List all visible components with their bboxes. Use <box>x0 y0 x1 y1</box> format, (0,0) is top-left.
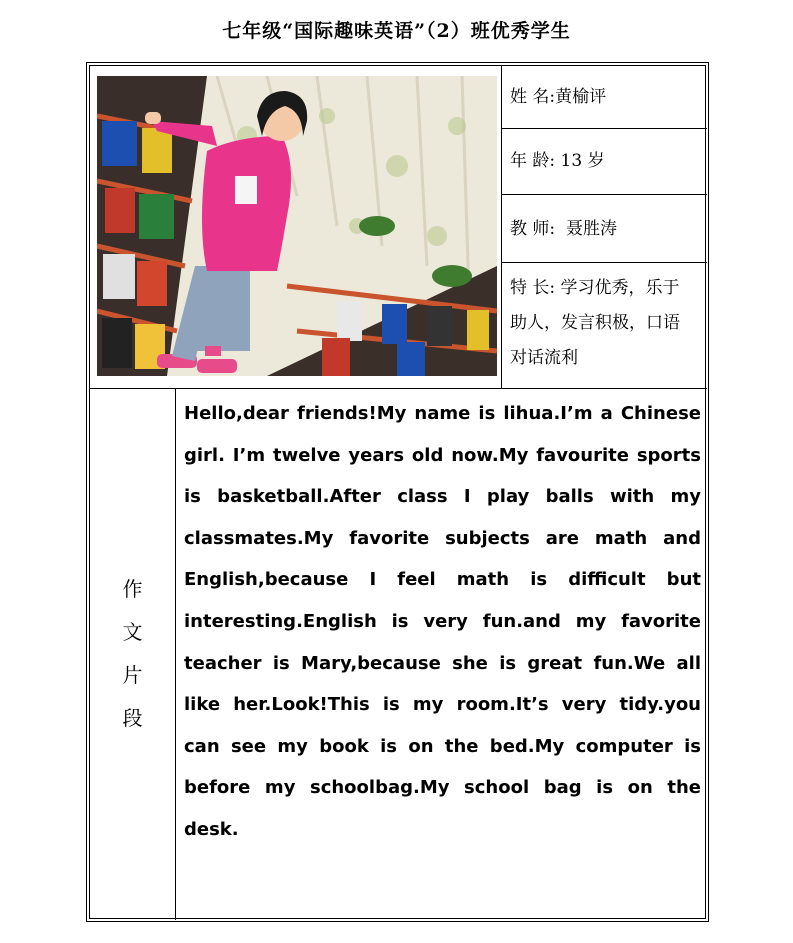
teacher-value: 聂胜涛 <box>565 219 617 239</box>
specialty-line-1: 学习优秀，乐于 <box>560 278 680 298</box>
specialty-label: 特 长: <box>510 278 556 298</box>
student-table <box>86 62 709 922</box>
teacher-field <box>510 214 617 244</box>
essay-text: Hello,dear friends!My name is lihua.I’m a Chinese girl. I’m twelve years old now.My favourite sports is basketball.After class I play balls with my classmates.My favorite subjects are math and English,because I feel math is difficult but interesting.English is very fun.and my favorite teacher is Mary,because she is great fun.We all like her.Look!This is my room.It’s very tidy.you can see my book is on the bed.My computer is before my schoolbag.My school bag is on the desk. <box>184 403 701 840</box>
age-label: 年 龄: <box>510 151 556 171</box>
essay-label-char: 文 <box>122 620 143 644</box>
age-value: 13 岁 <box>560 151 605 171</box>
name-label: 姓 名: <box>510 87 556 107</box>
essay-label-char: 段 <box>122 706 143 730</box>
name-value: 黄榆评 <box>555 87 607 107</box>
name-field <box>510 82 606 112</box>
specialty-line-3: 对话流利 <box>510 348 578 368</box>
essay-label-char: 片 <box>122 663 143 687</box>
age-field <box>510 146 605 176</box>
student-table-inner <box>89 65 706 919</box>
specialty-field <box>510 271 680 376</box>
essay-label <box>90 388 175 920</box>
student-photo <box>97 76 497 376</box>
page-title: 七年级“国际趣味英语”（2）班优秀学生 <box>222 20 571 42</box>
essay-label-char: 作 <box>122 577 143 601</box>
teacher-label: 教 师: <box>510 219 556 239</box>
specialty-line-2: 助人，发言积极，口语 <box>510 313 680 333</box>
